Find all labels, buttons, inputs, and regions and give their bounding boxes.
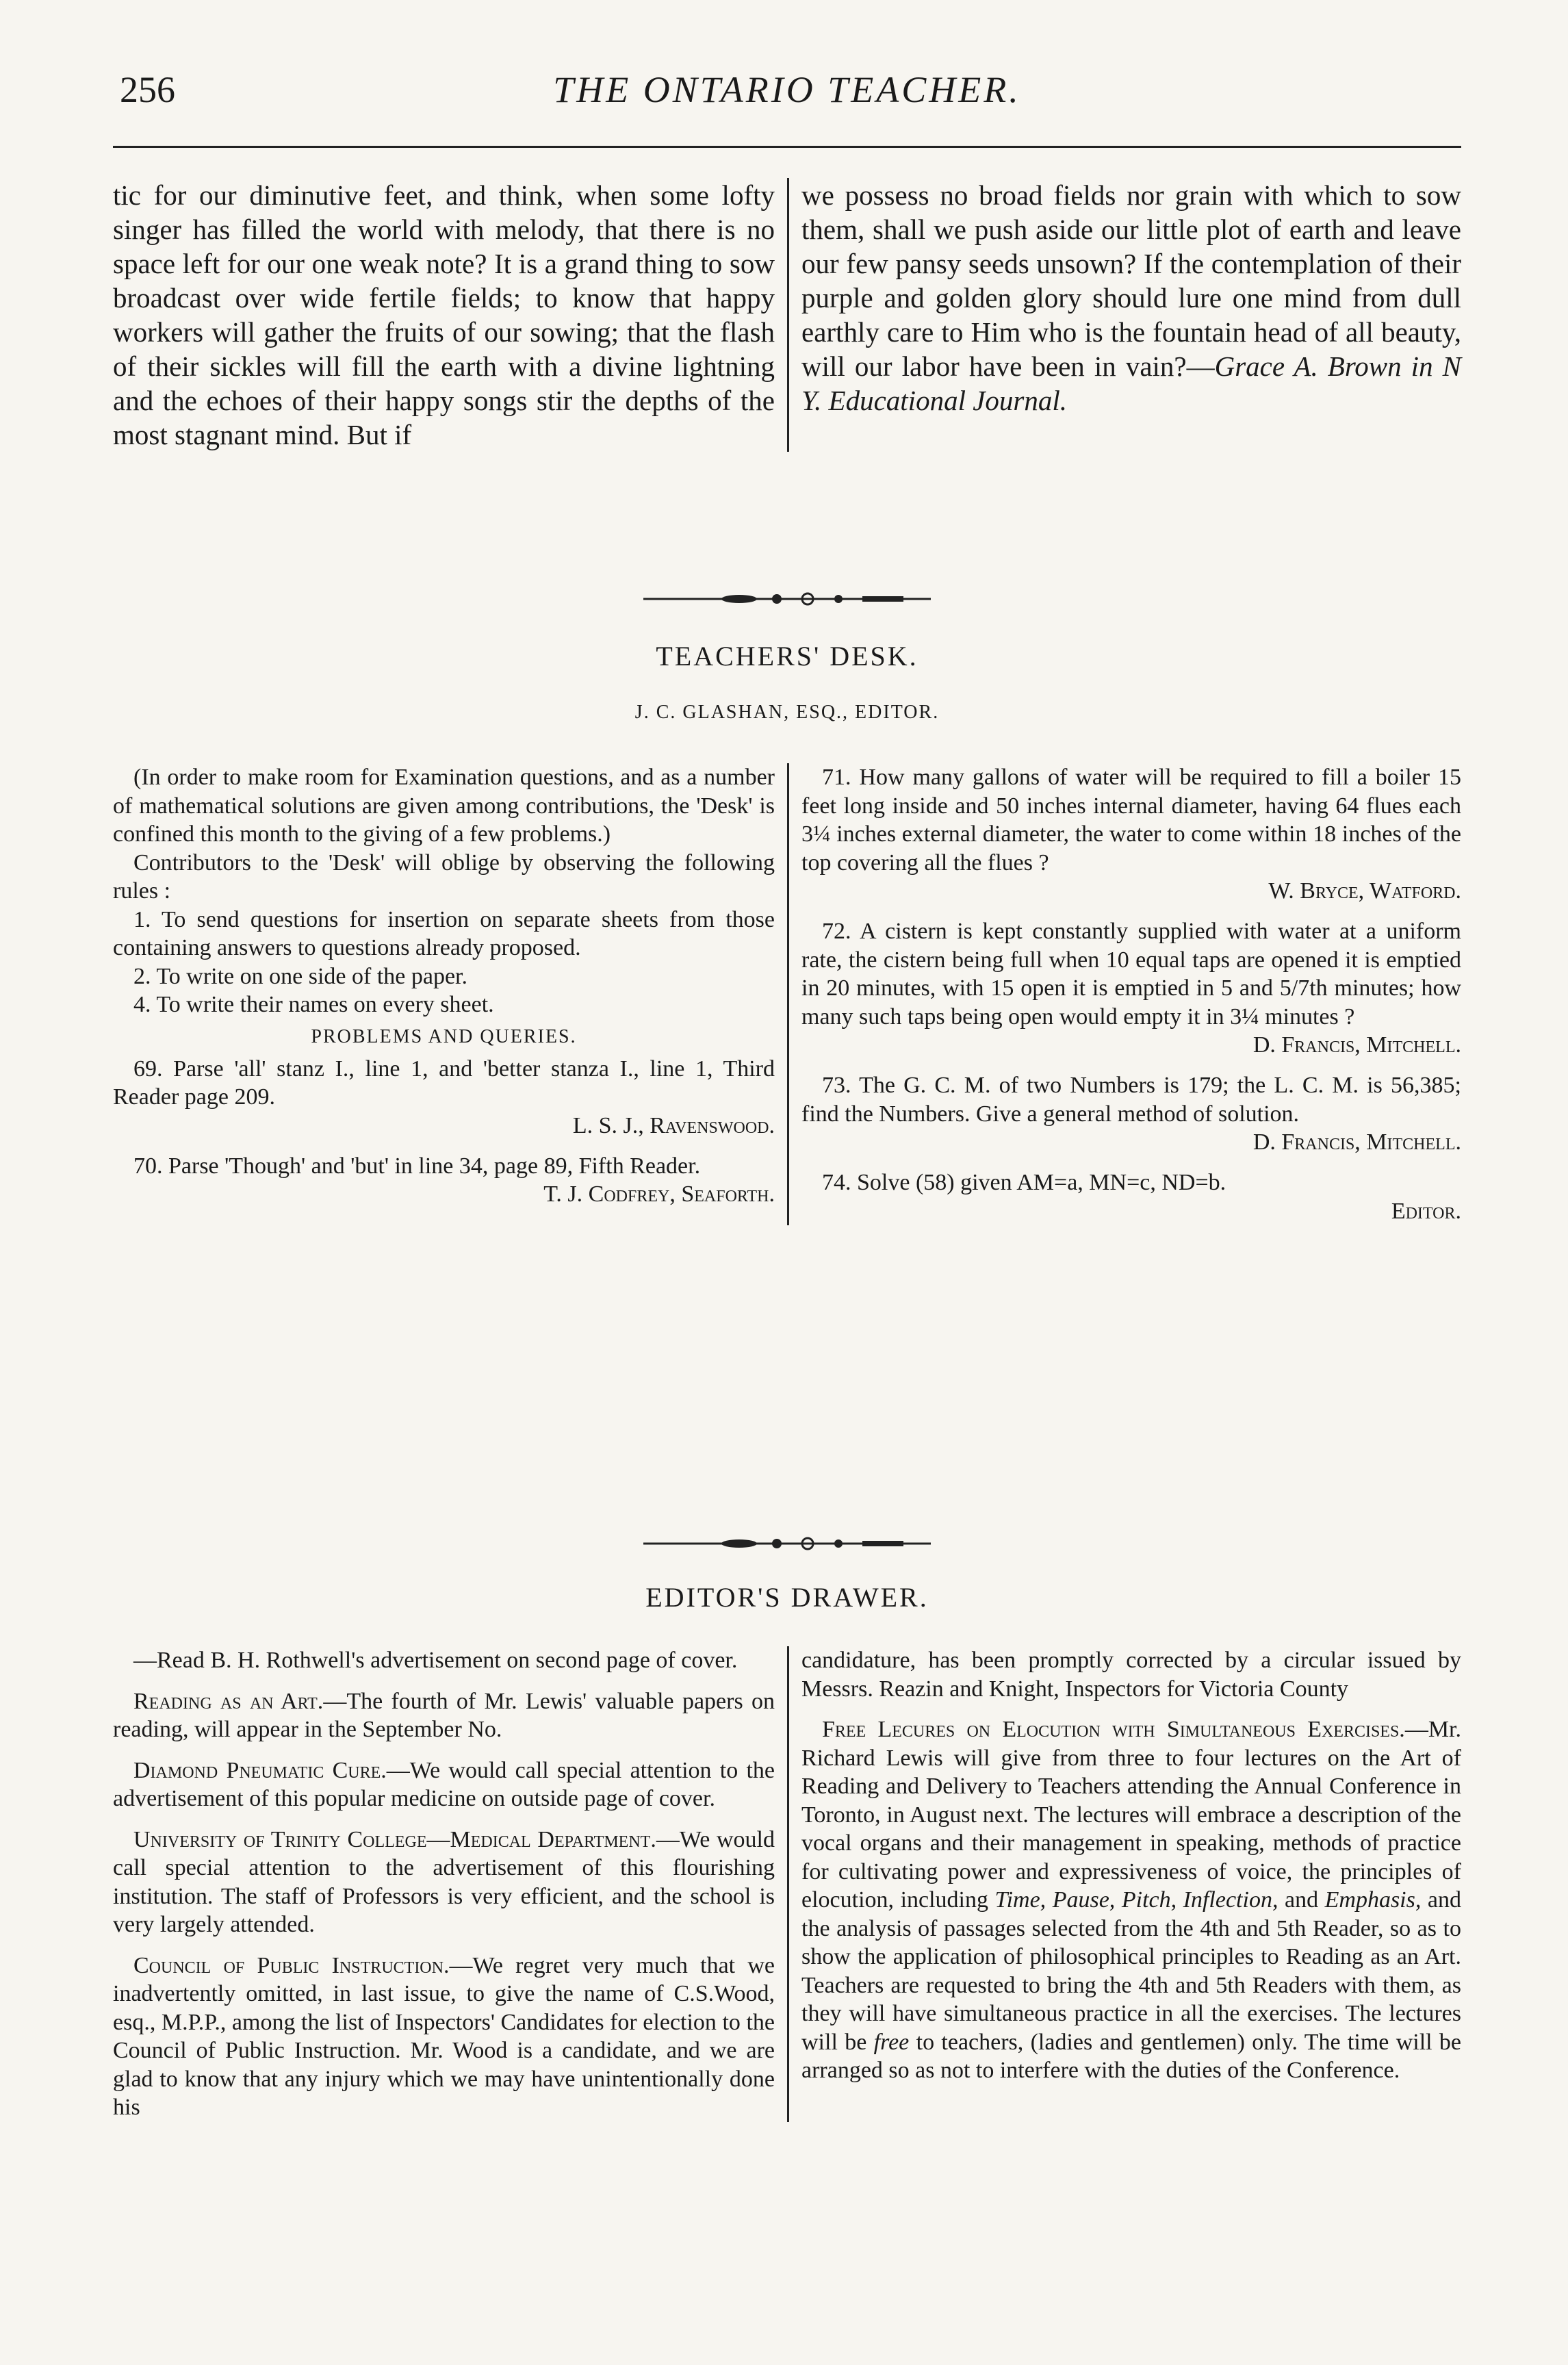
page-header [113,65,1461,130]
desk-rule-2: 2. To write on one side of the paper. [133,963,467,989]
desk-rules-intro: Contributors to the 'Desk' will oblige by observing the following rules : [113,849,775,904]
section-ornament-2 [113,1533,1461,1557]
question-70-signature: T. J. Codfrey, Seaforth. [543,1181,775,1207]
intro-right-text [801,178,1461,418]
desk-right-column [787,763,1461,1225]
drawer-item-reading: Reading as an Art.—The fourth of Mr. Lewis' valuable papers on reading, will appear in the September No. [113,1688,775,1742]
drawer-item-rothwell: —Read B. H. Rothwell's advertisement on second page of cover. [133,1648,738,1673]
drawer-item-candidature: candidature, has been promptly corrected by a circular issued by Messrs. Reazin and Knight, Inspectors for Victoria County [801,1648,1461,1702]
drawer-left-column [113,1646,787,2122]
teachers-desk-editor: J. C. GLASHAN, ESQ., EDITOR. [634,702,940,723]
intro-right-body: we possess no broad fields nor grain with which to sow them, shall we push aside our little plot of earth and leave our few pansy seeds unsown? If the contemplation of their purple and golden glory should lure one mind from dull earthly care to Him who is the fountain head of all beauty, will our labor have been in vain?— [801,179,1461,382]
section-ornament-1 [113,589,1461,613]
problems-subhead: PROBLEMS AND QUERIES. [311,1025,577,1047]
question-73-signature: D. Francis, Mitchell. [1252,1129,1461,1155]
drawer-item-lectures: Free Lecures on Elocution with Simultaneous Exercises.—Mr. Richard Lewis will give from three to four lectures on the Art of Reading and Delivery to Teachers attending the Annual Conference in Toronto, in August next. The lectures will embrace a description of the vocal organs and their management in speaking, methods of practice for cultivating power and expressiveness of voice, the principles of elocution, including Time, Pause, Pitch, Inflection, and Emphasis, and the analysis of passages selected from the 4th and 5th Reader, so as to show the application of philosophical principles to Reading as an Art. Teachers are requested to bring the 4th and 5th Readers with them, as they will have simultaneous practice in all the exercises. The lectures will be free to teachers, (ladies and gentlemen) only. The time will be arranged so as not to interfere with the duties of the Conference. [801,1717,1462,2083]
editors-drawer-section [113,1646,1461,2122]
header-rule [113,146,1461,148]
question-69: 69. Parse 'all' stanz I., line 1, and 'better stanza I., line 1, Third Reader page 209. [113,1056,775,1110]
drawer-item-trinity: University of Trinity College—Medical Department.—We would call special attention to the advertisement of this flourishing institution. The staff of Professors is very efficient, and the school is very largely attended. [113,1826,775,1937]
question-74: 74. Solve (58) given AM=a, MN=c, ND=b. [822,1170,1226,1195]
teachers-desk-section [113,763,1461,1225]
editors-drawer-title: EDITOR'S DRAWER. [645,1582,929,1613]
teachers-desk-title: TEACHERS' DESK. [656,641,918,672]
intro-section [113,178,1461,452]
question-74-signature: Editor. [1391,1198,1461,1224]
intro-left-column [113,178,787,452]
question-71: 71. How many gallons of water will be required to fill a boiler 15 feet long inside and 50 inches internal diameter, having 64 flues each 3¼ inches external diameter, the water to come within 18 inches of the top covering all the flues ? [801,765,1461,875]
intro-credit: Grace A. Brown in N Y. Educational Journal. [801,350,1461,416]
question-73: 73. The G. C. M. of two Numbers is 179; the L. C. M. is 56,385; find the Numbers. Give a general method of solution. [801,1073,1461,1127]
desk-intro: (In order to make room for Examination questions, and as a number of mathematical solutions are given among contributions, the 'Desk' is confined this month to the giving of a few problems.) [113,765,775,847]
question-70: 70. Parse 'Though' and 'but' in line 34, page 89, Fifth Reader. [133,1153,701,1179]
question-71-signature: W. Bryce, Watford. [1268,878,1461,904]
desk-rule-1: 1. To send questions for insertion on separate sheets from those containing answers to questions already proposed. [113,906,775,960]
ornament-divider-icon [630,589,944,609]
ornament-divider-icon [630,1533,944,1554]
drawer-right-column [787,1646,1461,2122]
intro-left-text: tic for our diminutive feet, and think, when some lofty singer has filled the world with melody, that there is no space left for our one weak note? It is a grand thing to sow broadcast over wide fertile fields; to know that happy workers will gather the fruits of our sowing; that the flash of their sickles will fill the earth with a divine lightning and the echoes of their happy songs stir the depths of the most stagnant mind. But if [113,179,775,450]
page-number: 256 [120,69,175,110]
page [113,65,1462,2120]
desk-rule-4: 4. To write their names on every sheet. [133,992,494,1017]
intro-right-column [787,178,1461,452]
drawer-item-council: Council of Public Instruction.—We regret very much that we inadvertently omitted, in last issue, to give the name of C.S.Wood, esq., M.P.P., among the list of Inspectors' Candidates for election to the Council of Public Instruction. Mr. Wood is a candidate, and we are glad to know that any injury which we may have unintentionally done his [113,1952,775,2120]
running-title: THE ONTARIO TEACHER. [553,69,1021,110]
question-72-signature: D. Francis, Mitchell. [1252,1032,1461,1058]
question-72: 72. A cistern is kept constantly supplied with water at a uniform rate, the cistern being full when 10 equal taps are opened it is emptied in 20 minutes, with 15 open it is emptied in 5 and 5/7th minutes; how many such taps being open would empty it in 3¼ minutes ? [801,919,1461,1030]
desk-left-column [113,763,787,1225]
question-69-signature: L. S. J., Ravenswood. [572,1112,775,1138]
drawer-item-diamond: Diamond Pneumatic Cure.—We would call special attention to the advertisement of this popular medicine on outside page of cover. [113,1757,775,1811]
